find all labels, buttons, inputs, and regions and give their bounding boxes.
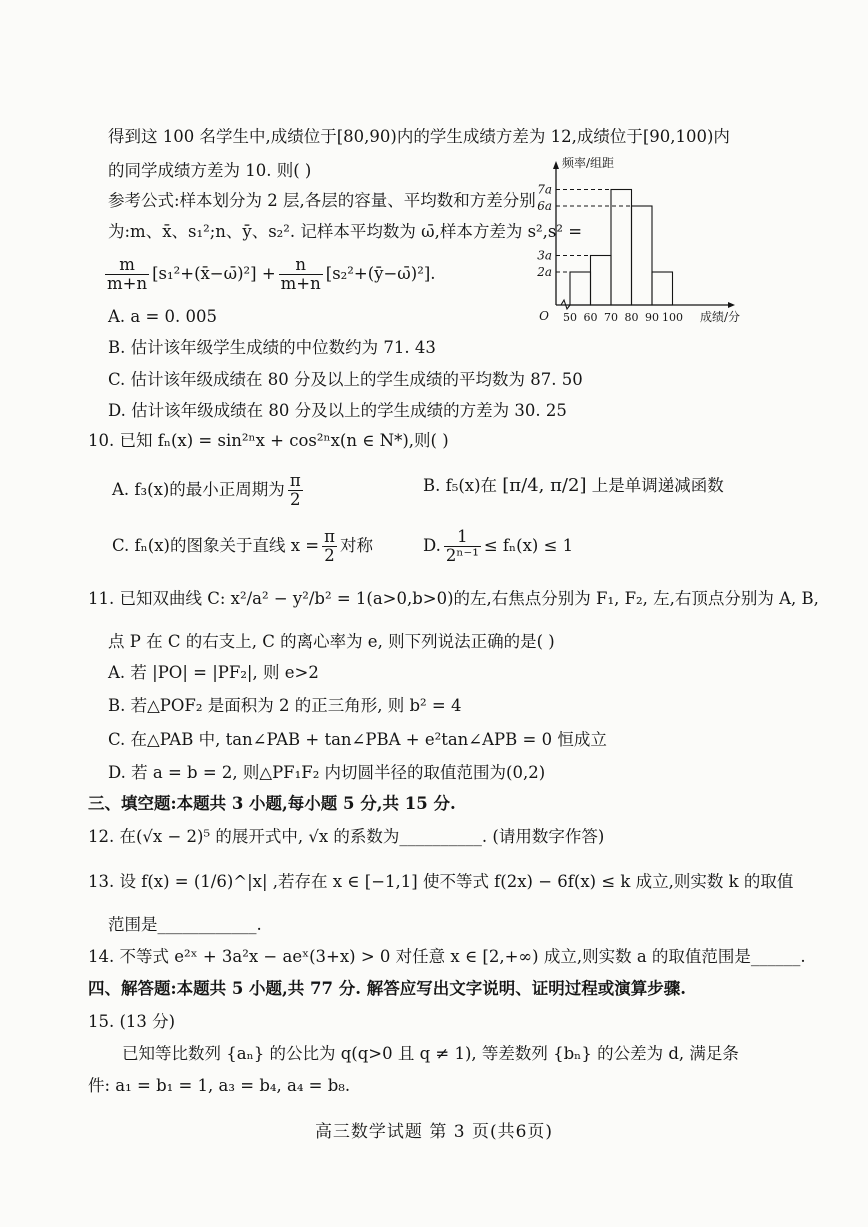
y-axis-arrow: [553, 161, 559, 169]
x-tick-80: 80: [624, 311, 639, 324]
q10-option-d: D. $\frac{1}{\text{2ⁿ⁻¹}}$ ≤ fₙ(x) ≤ 1: [423, 527, 574, 565]
q9-formula-line-3: $\frac{m}{m+n}$ [s₁²+(x̄−ω̄)²] + $\frac{n}{m+n}$ [s₂²+(ȳ−ω̄)²].: [107, 255, 436, 293]
q15-line-2: 件: a₁ = b₁ = 1, a₃ = b₄, a₄ = b₈.: [88, 1076, 351, 1095]
q9-line-1: 得到这 100 名学生中,成绩位于[80,90)内的学生成绩方差为 12,成绩位于[90,100)内: [108, 127, 730, 146]
origin-label: O: [539, 309, 549, 323]
q9-formula-line-2: 为:m、x̄、s₁²;n、ȳ、s₂². 记样本平均数为 ω̄,样本方差为 s²,s² =: [108, 222, 583, 241]
section-4-heading: 四、解答题:本题共 5 小题,共 77 分. 解答应写出文字说明、证明过程或演算步骤.: [88, 979, 686, 998]
histogram-bar-3: [611, 190, 632, 306]
q11-stem-2: 点 P 在 C 的右支上, C 的离心率为 e, 则下列说法正确的是( ): [108, 632, 555, 651]
q10-option-a: A. f₃(x)的最小正周期为 $\frac{\pi}{2}$: [112, 471, 301, 509]
x-axis-arrow: [728, 302, 735, 308]
x-tick-60: 60: [583, 311, 598, 324]
q9-option-a: A. a = 0. 005: [108, 307, 218, 326]
y-tick-6a: 6a: [537, 199, 552, 213]
q11-option-a: A. 若 |PO| = |PF₂|, 则 e>2: [108, 663, 319, 682]
x-tick-70: 70: [604, 311, 618, 324]
histogram-bar-2: [591, 256, 612, 306]
q10-option-b: B. f₅(x)在 [π/4, π/2] 上是单调递减函数: [423, 475, 724, 496]
y-tick-7a: 7a: [537, 182, 552, 197]
q13-line-1: 13. 设 f(x) = (1/6)^|x| ,若存在 x ∈ [−1,1] 使不等式 f(2x) − 6f(x) ≤ k 成立,则实数 k 的取值: [88, 872, 794, 891]
q15-heading: 15. (13 分): [88, 1012, 176, 1031]
q12: 12. 在(√x − 2)⁵ 的展开式中, √x 的系数为__________. (请用数字作答): [88, 827, 605, 846]
q10-stem: 10. 已知 fₙ(x) = sin²ⁿx + cos²ⁿx(n ∈ N*),则( ): [88, 431, 449, 450]
x-tick-100: 100: [662, 311, 683, 324]
q9-formula-line-1: 参考公式:样本划分为 2 层,各层的容量、平均数和方差分别: [108, 191, 536, 210]
page-footer: 高三数学试题 第 3 页(共6页): [314, 1122, 554, 1142]
histogram-bar-1: [570, 272, 591, 305]
q11-option-c: C. 在△PAB 中, tan∠PAB + tan∠PBA + e²tan∠APB = 0 恒成立: [108, 730, 607, 749]
q10-option-c: C. fₙ(x)的图象关于直线 x = $\frac{\pi}{2}$ 对称: [112, 527, 373, 565]
x-axis-label: 成绩/分: [700, 310, 741, 324]
y-axis-label: 频率/组距: [562, 156, 615, 170]
q15-line-1: 已知等比数列 {aₙ} 的公比为 q(q>0 且 q ≠ 1), 等差数列 {bₙ} 的公差为 d, 满足条: [122, 1044, 739, 1063]
q14: 14. 不等式 e²ˣ + 3a²x − aeˣ(3+x) > 0 对任意 x ∈ [2,+∞) 成立,则实数 a 的取值范围是______.: [88, 947, 806, 966]
frequency-histogram: [528, 155, 743, 335]
y-tick-3a: 3a: [537, 248, 552, 263]
q11-stem-1: 11. 已知双曲线 C: x²/a² − y²/b² = 1(a>0,b>0)的左,右焦点分别为 F₁, F₂, 左,右顶点分别为 A, B,: [88, 589, 819, 608]
histogram-bar-4: [632, 206, 653, 305]
section-3-heading: 三、填空题:本题共 3 小题,每小题 5 分,共 15 分.: [88, 794, 456, 813]
q9-option-b: B. 估计该年级学生成绩的中位数约为 71. 43: [108, 338, 436, 357]
fraction-m: $\frac{m}{m+n}$: [107, 255, 148, 293]
q13-line-2: 范围是____________.: [108, 915, 262, 934]
histogram-bar-5: [652, 272, 673, 305]
fraction-n: $\frac{n}{m+n}$: [280, 255, 321, 293]
q11-option-d: D. 若 a = b = 2, 则△PF₁F₂ 内切圆半径的取值范围为(0,2): [108, 763, 546, 782]
q9-option-c: C. 估计该年级成绩在 80 分及以上的学生成绩的平均数为 87. 50: [108, 370, 583, 389]
y-tick-2a: 2a: [537, 265, 552, 279]
q9-line-2: 的同学成绩方差为 10. 则( ): [108, 161, 312, 180]
x-tick-90: 90: [645, 311, 659, 324]
q11-option-b: B. 若△POF₂ 是面积为 2 的正三角形, 则 b² = 4: [108, 696, 462, 715]
q9-option-d: D. 估计该年级成绩在 80 分及以上的学生成绩的方差为 30. 25: [108, 401, 567, 420]
x-tick-50: 50: [563, 311, 577, 324]
